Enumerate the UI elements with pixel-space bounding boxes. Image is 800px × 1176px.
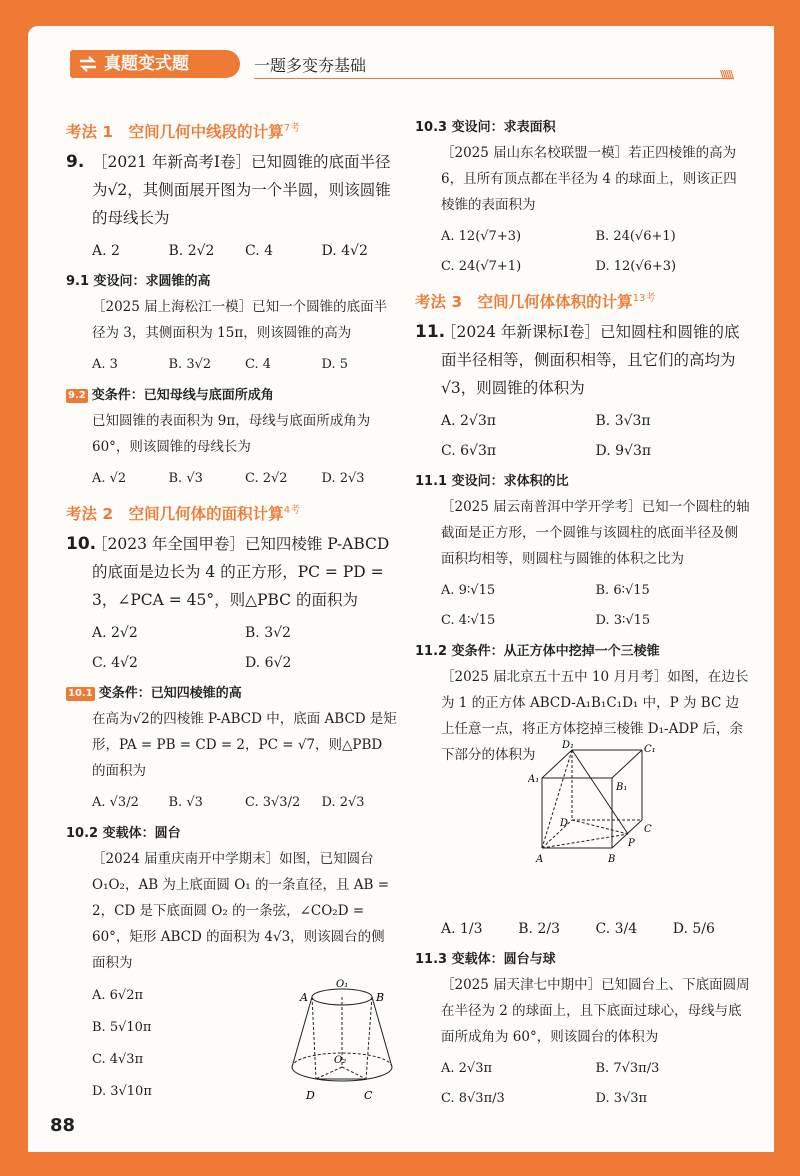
cube-figure	[528, 738, 658, 868]
option-d[interactable]: D. 2√3	[321, 795, 365, 811]
question-text: ［2021 年新高考Ⅰ卷］已知圆锥的底面半径为√2，其侧面展开图为一个半圆，则该圆锥的母线长为	[92, 153, 391, 228]
option-c[interactable]: C. 6√3π	[441, 443, 497, 460]
variant-label: 10.3 变设问：求表面积	[415, 120, 556, 135]
options-9-1	[66, 350, 398, 380]
option-c[interactable]: C. 4√3π	[92, 1052, 144, 1068]
option-c[interactable]: C. 3√3/2	[245, 795, 301, 811]
option-d[interactable]: D. 3√3π	[595, 1091, 648, 1107]
question-text: ［2023 年全国甲卷］已知四棱锥 P-ABCD 的底面是边长为 4 的正方形，PC = PD = 3，∠PCA = 45°，则△PBC 的面积为	[92, 535, 390, 610]
options-10	[66, 618, 398, 678]
edge-bc	[366, 997, 372, 1079]
option-c[interactable]: C. 3/4	[595, 921, 638, 938]
label-p: P	[628, 838, 635, 849]
label-c1: C₁	[644, 744, 656, 755]
option-d[interactable]: D. 3∶√15	[595, 613, 651, 629]
option-c[interactable]: C. 4	[245, 357, 272, 373]
variant-label: 10.2 变载体：圆台	[66, 826, 181, 842]
option-c[interactable]: C. 8√3π/3	[441, 1091, 505, 1107]
question-number: 9.	[66, 152, 85, 173]
section-tag-label: 真题变式题	[104, 54, 189, 74]
options-9	[66, 236, 398, 266]
frustum-figure	[280, 975, 400, 1105]
variant-label: 11.1 变设问：求体积的比	[415, 474, 569, 490]
option-b[interactable]: B. √3	[168, 471, 203, 487]
option-d[interactable]: D. 4√2	[321, 243, 368, 260]
options-10-2	[66, 980, 242, 1108]
section-heading-2: 考法 2 空间几何体的面积计算$^{4考}$	[66, 505, 301, 524]
options-11	[415, 406, 750, 466]
options-11-3	[415, 1054, 750, 1114]
label-b1: B₁	[616, 782, 628, 793]
option-c[interactable]: C. 4√2	[92, 655, 138, 672]
radius-d	[316, 1067, 342, 1079]
edge-d1a	[542, 750, 572, 848]
left-column	[66, 116, 398, 1112]
stripes-decoration: \\\\\\	[720, 68, 733, 81]
label-d: D	[306, 1089, 315, 1102]
question-10	[66, 530, 398, 614]
label-d: D	[560, 818, 569, 829]
label-o2: O₂	[334, 1055, 347, 1066]
options-11-1	[415, 576, 750, 636]
option-c[interactable]: C. 4∶√15	[441, 613, 496, 629]
option-d[interactable]: D. 12(√6+3)	[595, 259, 677, 274]
label-c: C	[644, 824, 652, 835]
option-c[interactable]: C. 24(√7+1)	[441, 259, 522, 274]
variant-label: 9.1 变设问：求圆锥的高	[66, 274, 211, 290]
option-a[interactable]: A. 2√3π	[441, 413, 496, 430]
question-11-1: ［2025 届云南普洱中学开学考］已知一个圆柱的轴截面是正方形，一个圆锥与该圆柱的底面半径及侧面积均相等，则圆柱与圆锥的体积之比为	[441, 499, 750, 568]
option-a[interactable]: A. 2√3π	[441, 1061, 493, 1077]
variant-label: 11.2 变条件：从正方体中挖掉一个三棱锥	[415, 644, 660, 660]
question-9	[66, 148, 398, 232]
option-a[interactable]: A. 2√2	[92, 625, 138, 642]
label-a: A	[300, 991, 308, 1004]
variant-label: 9.2 变条件：已知母线与底面所成角	[68, 388, 274, 404]
variant-badge: 10.1	[68, 687, 93, 699]
question-9-2: 已知圆锥的表面积为 9π，母线与底面所成角为 60°，则该圆锥的母线长为	[92, 413, 371, 456]
option-b[interactable]: B. 2/3	[518, 921, 560, 938]
option-b[interactable]: B. 3√2	[245, 625, 291, 642]
label-d1: D₁	[562, 740, 575, 751]
option-d[interactable]: D. 5	[321, 357, 348, 373]
radius-c	[342, 1067, 366, 1079]
option-b[interactable]: B. 7√3π/3	[595, 1061, 660, 1077]
question-10-3: ［2025 届山东名校联盟一模］若正四棱锥的高为 6，且所有顶点都在半径为 4 的球面上，则该正四棱锥的表面积为	[441, 145, 737, 213]
section-heading-1: 考法 1 空间几何中线段的计算$^{7考}$	[66, 123, 301, 142]
options-11-2	[415, 914, 750, 944]
option-b[interactable]: B. 6∶√15	[595, 583, 650, 599]
option-b[interactable]: B. 24(√6+1)	[595, 229, 676, 244]
question-10-2: ［2024 届重庆南开中学期末］如图，已知圆台 O₁O₂，AB 为上底面圆 O₁ 的一条直径，且 AB = 2，CD 是下底面圆 O₂ 的一条弦，∠CO₂D = 60°，矩形 ABCD 的面积为 4√3，则该圆台的侧面积为	[92, 851, 390, 972]
edge-b1c1	[612, 750, 642, 778]
option-d[interactable]: D. 3√10π	[92, 1084, 152, 1100]
label-b: B	[608, 854, 616, 865]
label-a1: A₁	[528, 774, 540, 785]
question-11	[415, 318, 750, 402]
option-d[interactable]: D. 2√3	[321, 471, 365, 487]
option-a[interactable]: A. 3	[92, 357, 118, 373]
option-d[interactable]: D. 5/6	[672, 921, 715, 938]
option-a[interactable]: A. √2	[92, 471, 127, 487]
header	[40, 50, 780, 80]
question-text: ［2024 年新课标Ⅰ卷］已知圆柱和圆锥的底面半径相等，侧面积相等，且它们的高均为√3，则圆锥的体积为	[441, 323, 740, 398]
page-number: 88	[50, 1115, 76, 1136]
label-o1: O₁	[336, 979, 349, 990]
question-number: 10.	[66, 534, 97, 555]
option-b[interactable]: B. 3√3π	[595, 413, 651, 430]
edge-a1d1	[542, 750, 572, 778]
option-a[interactable]: A. 12(√7+3)	[441, 229, 522, 244]
label-a: A	[536, 854, 544, 865]
options-10-1	[66, 788, 398, 818]
question-9-1: ［2025 届上海松江一模］已知一个圆锥的底面半径为 3，其侧面积为 15π，则该圆锥的高为	[92, 299, 388, 342]
header-subtitle: 一题多变夯基础	[254, 56, 367, 75]
right-column	[415, 116, 750, 1118]
option-a[interactable]: A. 6√2π	[92, 988, 144, 1004]
options-10-3	[415, 222, 750, 282]
option-a[interactable]: A. 2	[92, 243, 120, 260]
option-a[interactable]: A. 9∶√15	[441, 583, 496, 599]
section-heading-3: 考法 3 空间几何体体积的计算$^{13考}$	[415, 293, 656, 312]
option-a[interactable]: A. 1/3	[441, 921, 483, 938]
option-b[interactable]: B. 5√10π	[92, 1020, 152, 1036]
label-b: B	[376, 991, 385, 1004]
variant-label: 10.1 变条件：已知四棱锥的高	[68, 686, 242, 702]
option-c[interactable]: C. 2√2	[245, 471, 288, 487]
question-10-1: 在高为√2的四棱锥 P-ABCD 中，底面 ABCD 是矩形，PA = PB = CD = 2，PC = √7，则△PBD 的面积为	[92, 711, 397, 780]
header-rule	[254, 78, 734, 79]
option-c[interactable]: C. 4	[245, 243, 274, 260]
options-9-2	[66, 464, 398, 494]
edge-ad	[312, 997, 316, 1079]
option-b[interactable]: B. 3√2	[168, 357, 212, 373]
swap-arrows-icon	[78, 55, 98, 73]
question-11-2: ［2025 届北京五十五中 10 月月考］如图，在边长为 1 的正方体 ABCD-A₁B₁C₁D₁ 中，P 为 BC 边上任意一点，将正方体挖掉三棱锥 D₁-ADP 后，余下部分的体积为	[441, 669, 749, 764]
option-d[interactable]: D. 9√3π	[595, 443, 652, 460]
option-a[interactable]: A. √3/2	[92, 795, 139, 811]
variant-label: 11.3 变载体：圆台与球	[415, 952, 556, 968]
option-b[interactable]: B. 2√2	[168, 243, 215, 260]
question-number: 11.	[415, 322, 446, 343]
section-tag	[70, 50, 240, 78]
question-11-3: ［2025 届天津七中期中］已知圆台上、下底面圆周在半径为 2 的球面上，且下底面过球心，母线与底面所成角为 60°，则该圆台的体积为	[441, 977, 750, 1046]
option-d[interactable]: D. 6√2	[245, 655, 292, 672]
variant-badge: 9.2	[68, 389, 86, 401]
option-b[interactable]: B. √3	[168, 795, 203, 811]
label-c: C	[364, 1089, 373, 1102]
